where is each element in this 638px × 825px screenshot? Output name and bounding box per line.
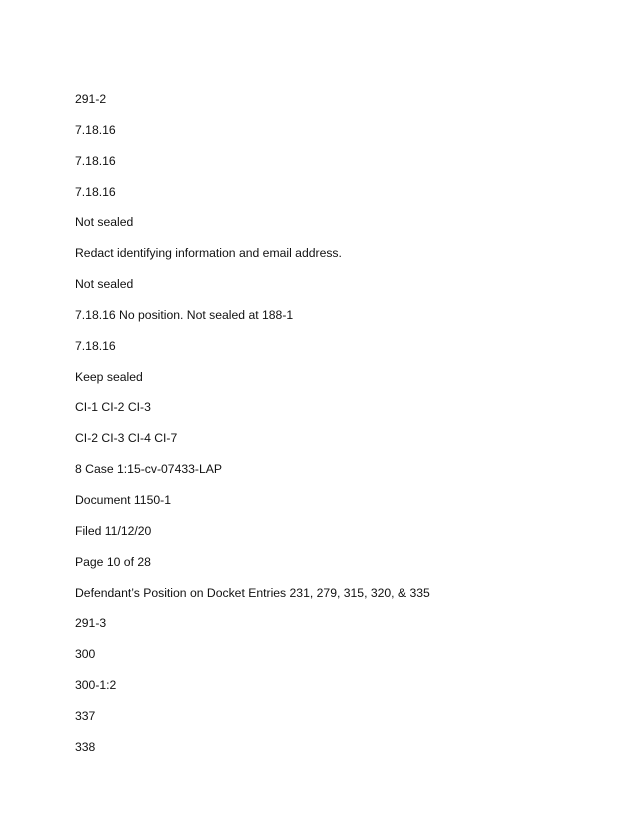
text-line: Page 10 of 28 — [75, 554, 151, 569]
text-line: 300-1:2 — [75, 678, 117, 693]
text-line: Document 1150-1 — [75, 492, 171, 507]
text-line: 7.18.16 — [75, 338, 116, 353]
text-line: 291-2 — [75, 92, 107, 106]
text-line: 337 — [75, 708, 96, 723]
text-line: Not sealed — [75, 277, 134, 292]
text-line: Filed 11/12/20 — [75, 523, 152, 538]
text-line: 7.18.16 No position. Not sealed at 188-1 — [75, 307, 294, 322]
text-line: 338 — [75, 739, 96, 754]
text-line: CI-1 CI-2 CI-3 — [75, 400, 151, 415]
text-line: 300 — [75, 647, 96, 662]
text-line: Defendant’s Position on Docket Entries 231, 279, 315, 320, & 335 — [75, 585, 430, 600]
text-line: 8 Case 1:15-cv-07433-LAP — [75, 462, 223, 477]
text-line: 7.18.16 — [75, 184, 116, 199]
text-line: 7.18.16 — [75, 153, 116, 168]
text-line: CI-2 CI-3 CI-4 CI-7 — [75, 431, 178, 446]
text-line: 291-3 — [75, 616, 107, 631]
text-line: Keep sealed — [75, 369, 143, 384]
text-line: 7.18.16 — [75, 122, 116, 137]
text-lines — [75, 89, 430, 768]
text-line: Not sealed — [75, 215, 134, 230]
text-line: Redact identifying information and email address. — [75, 246, 342, 261]
